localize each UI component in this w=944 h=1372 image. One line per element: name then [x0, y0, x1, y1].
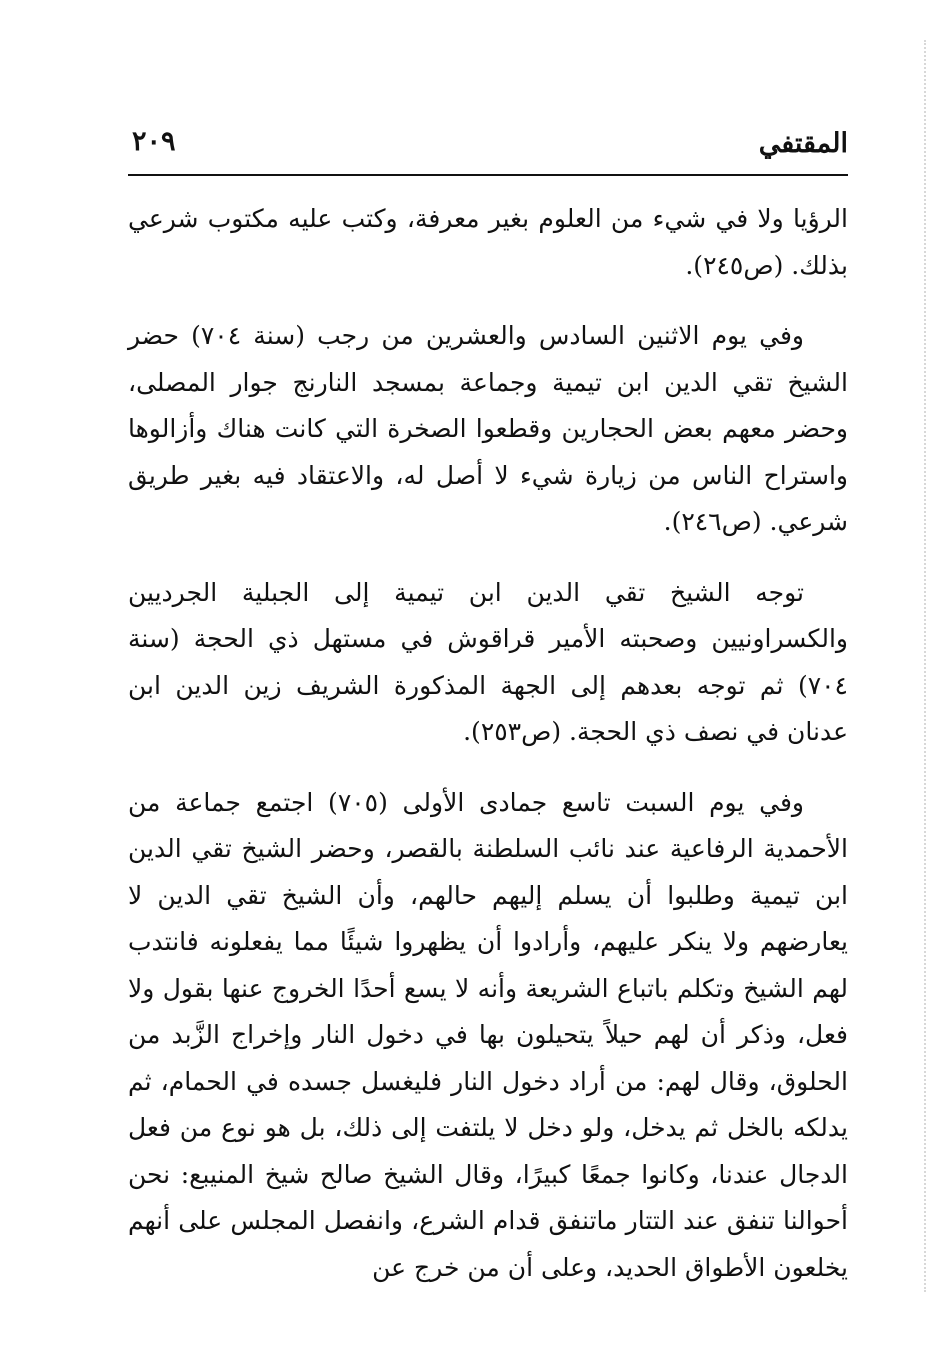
body-text [128, 196, 848, 1315]
page-number: ٢٠٩ [132, 126, 176, 157]
paragraph-ahmadiyya-rifaiyya: وفي يوم السبت تاسع جمادى الأولى (٧٠٥) اجتمع جماعة من الأحمدية الرفاعية عند نائب السلطنة بالقصر، وحضر الشيخ تقي الدين ابن تيمية وطلبوا أن يسلم إليهم حالهم، وأن الشيخ تقي الدين لا يعارضهم ولا ينكر عليهم، وأرادوا أن يظهروا شيئًا مما يفعلونه فانتدب لهم الشيخ وتكلم باتباع الشريعة وأنه لا يسع أحدًا الخروج عنها بقول ولا فعل، وذكر أن لهم حيلاً يتحيلون بها في دخول النار وإخراج الزَّبد من الحلوق، وقال لهم: من أراد دخول النار فليغسل جسده في الحمام، ثم يدلكه بالخل ثم يدخل، ولو دخل لا يلتفت إلى ذلك، بل هو نوع من فعل الدجال عندنا، وكانوا جمعًا كبيرًا، وقال الشيخ صالح شيخ المنيبع: نحن أحوالنا تنفق عند التتار ماتنفق قدام الشرع، وانفصل المجلس على أنهم يخلعون الأطواق الحديد، وعلى أن من خرج عن [128, 787, 848, 1282]
header-rule [128, 174, 848, 176]
paragraph-continuation: الرؤيا ولا في شيء من العلوم بغير معرفة، وكتب عليه مكتوب شرعي بذلك. (ص٢٤٥). [128, 204, 848, 280]
page-edge-dots [924, 40, 926, 1292]
running-title: المقتفي [758, 128, 848, 159]
paragraph-naranj-mosque: وفي يوم الاثنين السادس والعشرين من رجب (سنة ٧٠٤) حضر الشيخ تقي الدين ابن تيمية وجماعة بمسجد النارنج جوار المصلى، وحضر معهم بعض الحجارين وقطعوا الصخرة التي كانت هناك وأزالوها واستراح الناس من زيارة شيء لا أصل له، والاعتقاد فيه بغير طريق شرعي. (ص٢٤٦). [128, 321, 848, 536]
page-header [128, 122, 848, 162]
paragraph-jabaliyya-expedition: توجه الشيخ تقي الدين ابن تيمية إلى الجبلية الجرديين والكسراونيين وصحبته الأمير قراقوش في مستهل ذي الحجة (سنة ٧٠٤) ثم توجه بعدهم إلى الجهة المذكورة الشريف زين الدين ابن عدنان في نصف ذي الحجة. (ص٢٥٣). [128, 577, 848, 746]
